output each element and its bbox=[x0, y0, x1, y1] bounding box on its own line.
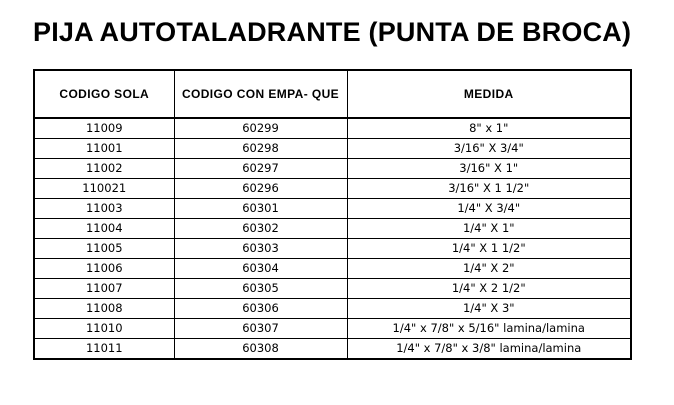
cell-medida: 8" x 1" bbox=[347, 118, 631, 139]
table-row bbox=[34, 239, 631, 259]
cell-medida: 1/4" X 3/4" bbox=[347, 199, 631, 219]
table-header bbox=[34, 70, 631, 118]
header-codigo-sola: CODIGO SOLA bbox=[34, 70, 174, 118]
header-medida: MEDIDA bbox=[347, 70, 631, 118]
cell-codigo-sola: 11007 bbox=[34, 279, 174, 299]
cell-codigo-sola: 11001 bbox=[34, 139, 174, 159]
cell-codigo-sola: 11005 bbox=[34, 239, 174, 259]
cell-codigo-con-empaque: 60303 bbox=[174, 239, 347, 259]
header-codigo-con-empaque: CODIGO CON EMPA- QUE bbox=[174, 70, 347, 118]
cell-codigo-sola: 11006 bbox=[34, 259, 174, 279]
cell-medida: 3/16" X 1 1/2" bbox=[347, 179, 631, 199]
cell-medida: 1/4" X 2" bbox=[347, 259, 631, 279]
table-body bbox=[34, 118, 631, 359]
header-row bbox=[34, 70, 631, 118]
table-row bbox=[34, 179, 631, 199]
table-row bbox=[34, 199, 631, 219]
table-row bbox=[34, 219, 631, 239]
cell-codigo-sola: 11002 bbox=[34, 159, 174, 179]
cell-codigo-con-empaque: 60306 bbox=[174, 299, 347, 319]
cell-codigo-sola: 11004 bbox=[34, 219, 174, 239]
cell-codigo-con-empaque: 60304 bbox=[174, 259, 347, 279]
table-row bbox=[34, 299, 631, 319]
table-row bbox=[34, 319, 631, 339]
cell-codigo-con-empaque: 60307 bbox=[174, 319, 347, 339]
page-title: PIJA AUTOTALADRANTE (PUNTA DE BROCA) bbox=[33, 17, 632, 47]
product-table bbox=[33, 69, 632, 360]
cell-medida: 1/4" X 1" bbox=[347, 219, 631, 239]
cell-codigo-con-empaque: 60305 bbox=[174, 279, 347, 299]
cell-codigo-con-empaque: 60299 bbox=[174, 118, 347, 139]
table-row bbox=[34, 259, 631, 279]
cell-codigo-sola: 11003 bbox=[34, 199, 174, 219]
table-row bbox=[34, 118, 631, 139]
cell-codigo-con-empaque: 60301 bbox=[174, 199, 347, 219]
table-row bbox=[34, 279, 631, 299]
cell-codigo-sola: 11008 bbox=[34, 299, 174, 319]
cell-codigo-con-empaque: 60308 bbox=[174, 339, 347, 360]
table-row bbox=[34, 159, 631, 179]
cell-medida: 1/4" x 7/8" x 3/8" lamina/lamina bbox=[347, 339, 631, 360]
cell-codigo-sola: 11011 bbox=[34, 339, 174, 360]
cell-medida: 1/4" X 3" bbox=[347, 299, 631, 319]
cell-codigo-con-empaque: 60298 bbox=[174, 139, 347, 159]
table-row bbox=[34, 339, 631, 360]
cell-medida: 1/4" X 2 1/2" bbox=[347, 279, 631, 299]
cell-codigo-sola: 11010 bbox=[34, 319, 174, 339]
cell-codigo-con-empaque: 60302 bbox=[174, 219, 347, 239]
cell-medida: 1/4" x 7/8" x 5/16" lamina/lamina bbox=[347, 319, 631, 339]
cell-medida: 1/4" X 1 1/2" bbox=[347, 239, 631, 259]
cell-codigo-sola: 110021 bbox=[34, 179, 174, 199]
table-row bbox=[34, 139, 631, 159]
cell-codigo-con-empaque: 60297 bbox=[174, 159, 347, 179]
cell-codigo-con-empaque: 60296 bbox=[174, 179, 347, 199]
cell-medida: 3/16" X 3/4" bbox=[347, 139, 631, 159]
cell-codigo-sola: 11009 bbox=[34, 118, 174, 139]
cell-medida: 3/16" X 1" bbox=[347, 159, 631, 179]
